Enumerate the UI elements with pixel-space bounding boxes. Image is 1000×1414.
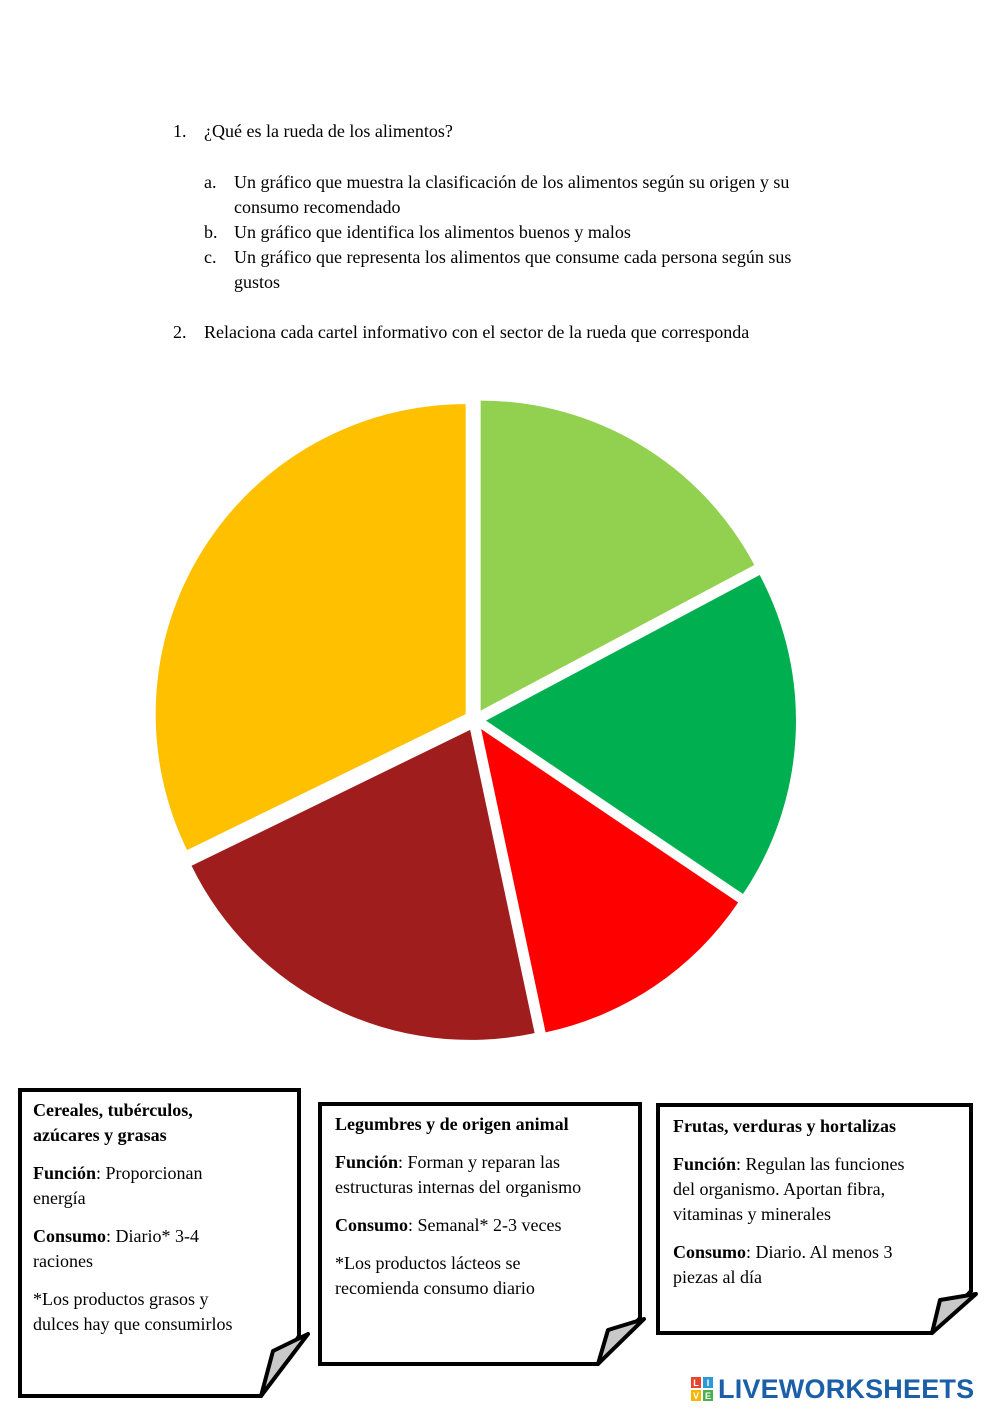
icon-letter: L — [693, 1378, 699, 1388]
card-consumption — [673, 1240, 968, 1290]
info-card-cereales[interactable] — [18, 1088, 310, 1400]
function-text: vitaminas y minerales — [673, 1204, 831, 1224]
card-content — [335, 1112, 640, 1314]
card-title — [335, 1112, 640, 1137]
card-note — [33, 1287, 298, 1337]
note-text: *Los productos lácteos se — [335, 1253, 521, 1273]
card-title-line: Legumbres y de origen animal — [335, 1114, 569, 1134]
card-function — [335, 1150, 640, 1200]
question-number: 1. — [173, 121, 187, 141]
function-label: Función — [335, 1152, 399, 1172]
consumption-text: : Diario. Al menos 3 — [746, 1242, 893, 1262]
card-content — [33, 1098, 298, 1350]
note-text: recomienda consumo diario — [335, 1278, 535, 1298]
option-c[interactable] — [204, 245, 864, 295]
consumption-text: : Diario* 3-4 — [106, 1226, 200, 1246]
question-text: Relaciona cada cartel informativo con el sector de la rueda que corresponda — [204, 322, 750, 342]
question-number: 2. — [173, 322, 187, 342]
consumption-label: Consumo — [33, 1226, 107, 1246]
food-wheel — [140, 390, 820, 1060]
info-card-frutas[interactable] — [656, 1103, 980, 1337]
option-text-line: Un gráfico que representa los alimentos que consume cada persona según sus — [234, 247, 792, 267]
consumption-text: raciones — [33, 1251, 93, 1271]
function-text: estructuras internas del organismo — [335, 1177, 582, 1197]
option-letter: a. — [204, 172, 217, 192]
function-label: Función — [33, 1163, 97, 1183]
note-text: *Los productos grasos y — [33, 1289, 209, 1309]
info-card-legumbres[interactable] — [318, 1102, 648, 1368]
liveworksheets-logo — [690, 1374, 974, 1404]
icon-letter: V — [692, 1391, 700, 1401]
card-consumption — [33, 1224, 298, 1274]
card-title — [33, 1098, 298, 1148]
card-title — [673, 1114, 968, 1139]
option-b[interactable] — [204, 220, 864, 245]
card-function — [673, 1152, 968, 1227]
function-text: energía — [33, 1188, 86, 1208]
card-consumption — [335, 1213, 640, 1238]
option-a[interactable] — [204, 170, 864, 220]
option-text-line: Un gráfico que identifica los alimentos buenos y malos — [234, 222, 631, 242]
consumption-text: : Semanal* 2-3 veces — [408, 1215, 562, 1235]
consumption-label: Consumo — [335, 1215, 409, 1235]
liveworksheets-icon — [690, 1376, 714, 1402]
card-title-line: azúcares y grasas — [33, 1125, 167, 1145]
function-label: Función — [673, 1154, 737, 1174]
card-function — [33, 1161, 298, 1211]
function-text: del organismo. Aportan fibra, — [673, 1179, 886, 1199]
option-letter: b. — [204, 222, 218, 242]
function-text: : Regulan las funciones — [736, 1154, 905, 1174]
card-title-line: Cereales, tubérculos, — [33, 1100, 193, 1120]
function-text: : Forman y reparan las — [398, 1152, 560, 1172]
icon-letter: E — [704, 1391, 712, 1401]
option-text-line: Un gráfico que muestra la clasificación de los alimentos según su origen y su — [234, 172, 790, 192]
option-letter: c. — [204, 247, 217, 267]
question-text: ¿Qué es la rueda de los alimentos? — [204, 121, 453, 141]
icon-letter: I — [706, 1378, 710, 1388]
consumption-label: Consumo — [673, 1242, 747, 1262]
note-text: dulces hay que consumirlos — [33, 1314, 233, 1334]
card-note — [335, 1251, 640, 1301]
card-content — [673, 1114, 968, 1303]
consumption-text: piezas al día — [673, 1267, 762, 1287]
brand-text: LIVEWORKSHEETS — [718, 1373, 975, 1404]
option-text-line: gustos — [234, 272, 281, 292]
function-text: : Proporcionan — [96, 1163, 203, 1183]
option-text-line: consumo recomendado — [234, 197, 401, 217]
card-title-line: Frutas, verduras y hortalizas — [673, 1116, 896, 1136]
